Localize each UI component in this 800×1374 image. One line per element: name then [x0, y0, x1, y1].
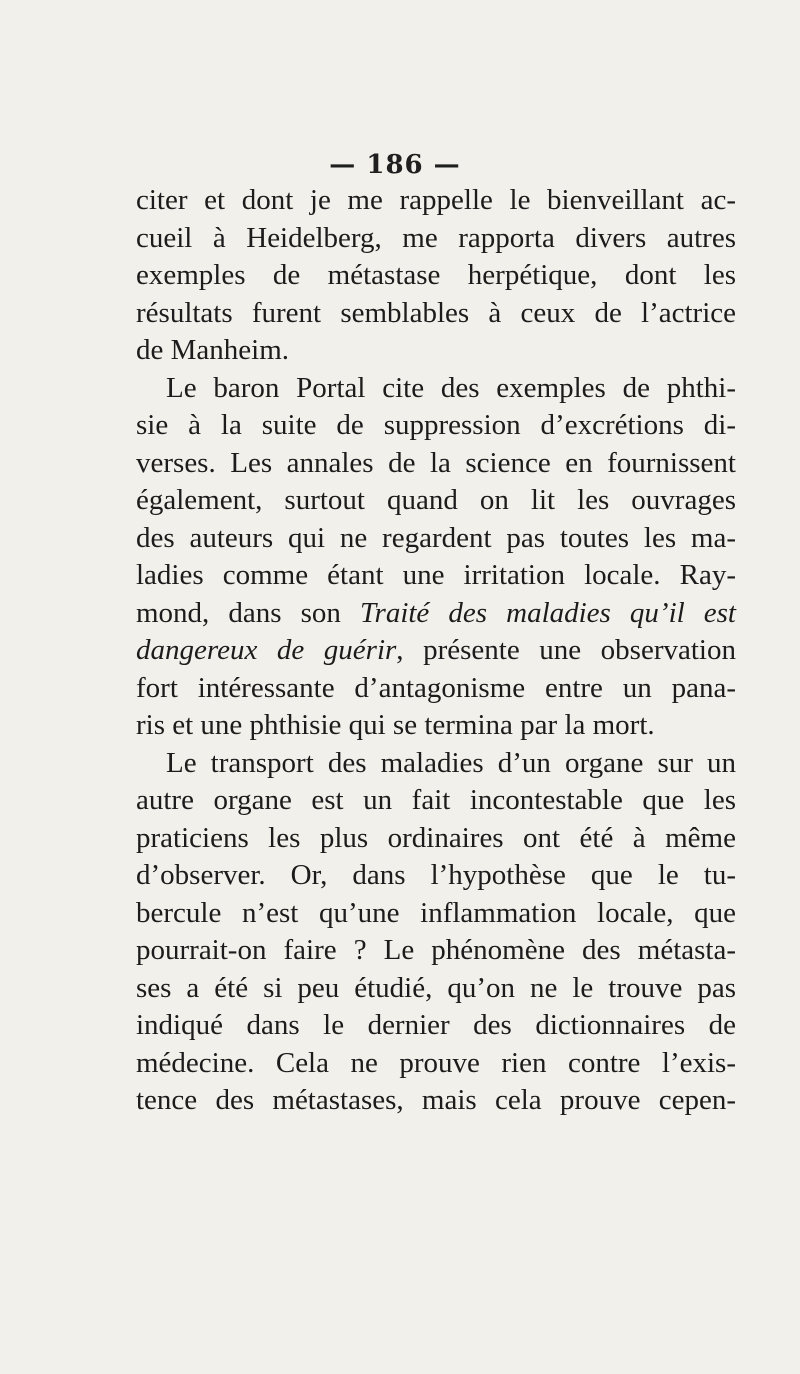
text-segment: mond, dans son [136, 596, 360, 629]
text-line [136, 220, 736, 258]
text-segment: ladies comme étant une irritation locale. Ray- [136, 559, 736, 591]
text-segment: autre organe est un fait incontestable que les [136, 784, 736, 816]
page-number: — 186 — [329, 150, 461, 180]
text-segment: ses a été si peu étudié, qu’on ne le trouve pas [136, 971, 736, 1004]
text-line [136, 857, 736, 895]
text-line [136, 407, 736, 445]
text-line [136, 445, 736, 483]
text-segment: Le transport des maladies d’un organe sur un [166, 746, 736, 779]
text-segment: d’observer. Or, dans l’hypothèse que le tu- [136, 859, 736, 891]
text-segment: tence des métastases, mais cela prouve cepen- [136, 1084, 736, 1116]
text-line [136, 820, 736, 858]
text-segment: cueil à Heidelberg, me rapporta divers autres [136, 221, 736, 254]
text-line [136, 332, 736, 370]
text-segment: citer et dont je me rappelle le bienveillant ac- [136, 184, 736, 216]
text-segment: Le baron Portal cite des exemples de phthi- [166, 371, 736, 404]
text-line [136, 482, 736, 520]
text-line [136, 595, 736, 633]
text-line [136, 782, 736, 820]
text-line [136, 632, 736, 670]
text-line [136, 257, 736, 295]
text-segment: de Manheim. [136, 334, 290, 366]
text-segment: résultats furent semblables à ceux de l’actrice [136, 296, 736, 329]
text-segment: également, surtout quand on lit les ouvrages [136, 484, 736, 516]
text-line [136, 895, 736, 933]
text-segment: sie à la suite de suppression d’excrétions di- [136, 409, 736, 441]
text-line [136, 295, 736, 333]
text-line [136, 970, 736, 1008]
text-segment: médecine. Cela ne prouve rien contre l’exis- [136, 1046, 736, 1079]
text-segment: fort intéressante d’antagonisme entre un pana- [136, 671, 736, 704]
text-segment: verses. Les annales de la science en fournissent [136, 446, 736, 479]
text-line [136, 1007, 736, 1045]
text-segment: indiqué dans le dernier des dictionnaires de [136, 1009, 736, 1041]
text-segment: praticiens les plus ordinaires ont été à même [136, 821, 736, 854]
body-text [136, 182, 736, 1120]
text-line [136, 932, 736, 970]
text-line [136, 1045, 736, 1083]
text-segment: pourrait-on faire ? Le phénomène des métasta- [136, 934, 736, 966]
italic-title-segment: Traité des maladies qu’il est [360, 596, 736, 629]
text-segment: bercule n’est qu’une inflammation locale, que [136, 896, 736, 929]
italic-title-segment: dangereux de guérir [136, 634, 397, 666]
text-line [136, 1082, 736, 1120]
text-line [136, 557, 736, 595]
text-line [136, 670, 736, 708]
text-line [136, 707, 736, 745]
text-line [136, 520, 736, 558]
text-segment: exemples de métastase herpétique, dont les [136, 259, 736, 291]
text-line [136, 745, 736, 783]
text-line [136, 370, 736, 408]
text-line [136, 182, 736, 220]
text-segment: des auteurs qui ne regardent pas toutes les ma- [136, 521, 736, 554]
text-segment: , présente une observation [396, 634, 736, 666]
text-segment: ris et une phthisie qui se termina par la mort. [136, 709, 655, 741]
